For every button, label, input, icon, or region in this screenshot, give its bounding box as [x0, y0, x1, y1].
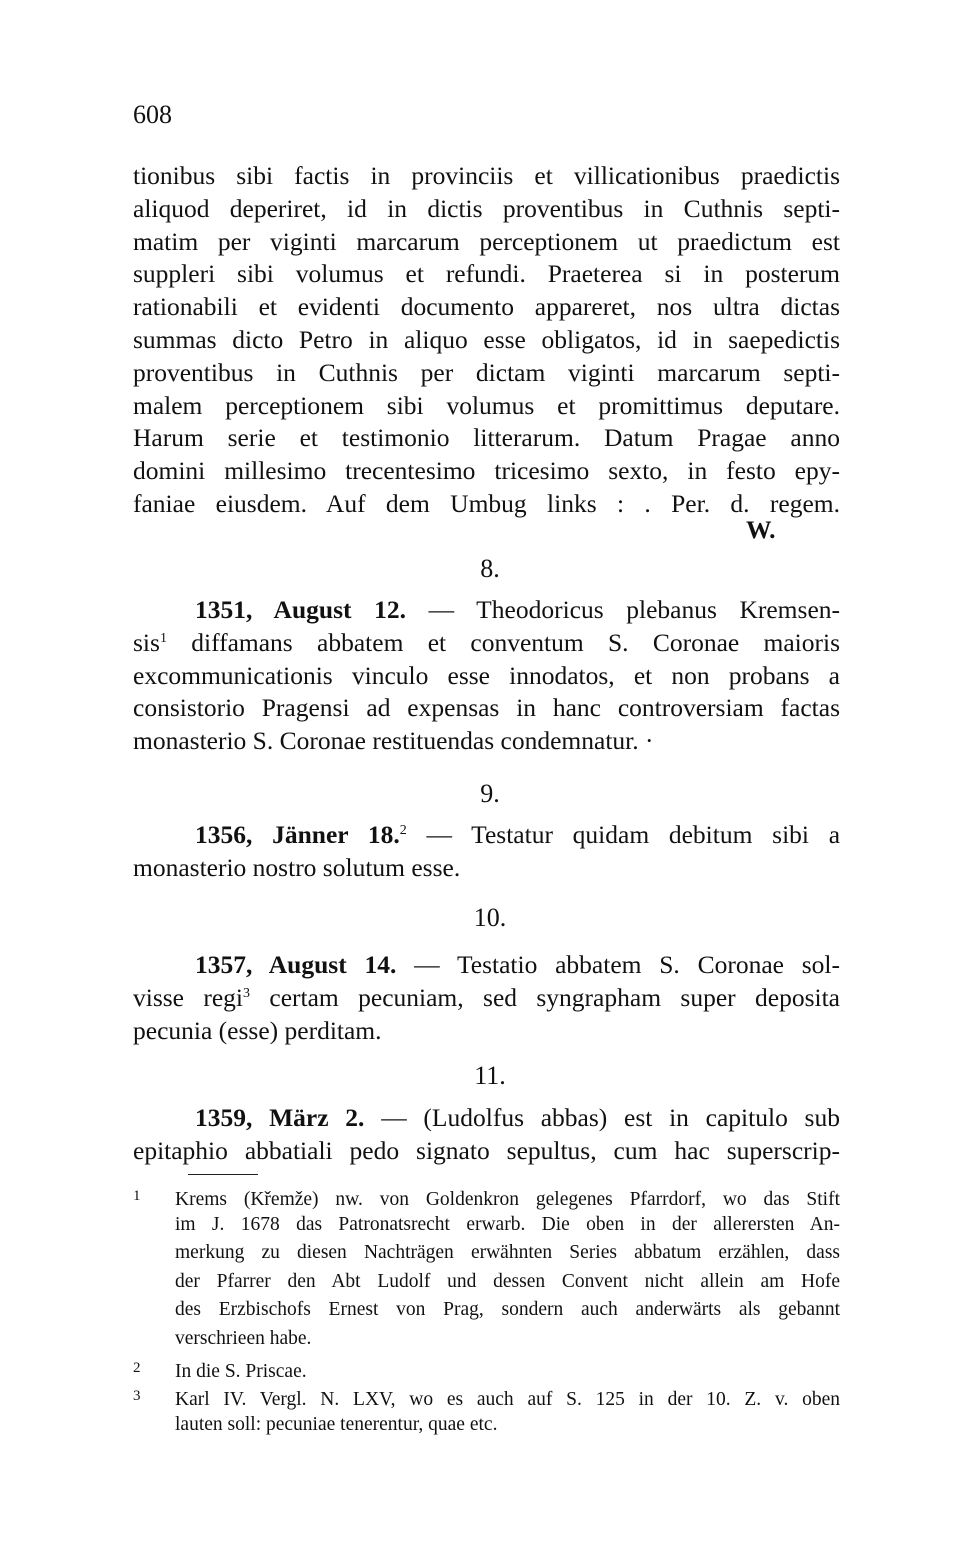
text-fragment: diffamans abbatem et conventum S. Coronae maioris [166, 627, 840, 657]
footnote-ref[interactable]: 2 [399, 823, 407, 838]
entry-date: 1357, August 14. [195, 950, 397, 979]
entry-date: 1359, März 2. [195, 1103, 365, 1132]
entry-number: 8. [480, 554, 500, 583]
entry-8 [133, 594, 840, 758]
entry-number: 10. [473, 903, 507, 932]
text-fragment: certam pecuniam, sed syngrapham super deposita [269, 982, 840, 1012]
text-line: summas dicto Petro in aliquo esse obligatos, id in saepedictis [133, 324, 840, 354]
footnote-ref[interactable]: 1 [159, 630, 167, 646]
text-line: suppleri sibi volumus et refundi. Praeterea si in posterum [133, 259, 840, 289]
text-line: tionibus sibi factis in provinciis et villicationibus praedictis [133, 161, 840, 190]
text-line: matim per viginti marcarum perceptionem ut praedictum est [133, 226, 840, 256]
text-line: Harum serie et testimonio litterarum. Datum Pragae anno [133, 423, 840, 453]
footnote-mark: 2 [133, 1359, 141, 1376]
entry-10 [133, 949, 840, 1047]
signature: W. [746, 515, 776, 544]
text-line: malem perceptionem sibi volumus et promittimus deputare. [133, 390, 840, 420]
entry-heading-line [133, 819, 840, 852]
text-line: excommunicationis vinculo esse innodatos, et non probans a [133, 660, 840, 690]
footnote-text: Karl IV. Vergl. N. LXV, wo es auch auf S. 125 in der 10. Z. v. oben [175, 1389, 840, 1411]
footnote-line: verschrieen habe. [175, 1327, 312, 1349]
text-line: monasterio nostro solutum esse. [133, 852, 461, 882]
footnote-line [133, 1354, 840, 1383]
text-line: monasterio S. Coronae restituendas condemnatur. · [133, 726, 654, 756]
text-line: domini millesimo trecentesimo tricesimo sexto, in festo epy- [133, 456, 840, 486]
text-line: consistorio Pragensi ad expensas in hanc controversiam factas [133, 693, 840, 723]
text-line: aliquod deperiret, id in dictis proventibus in Cuthnis septi- [133, 193, 840, 223]
text-line: faniae eiusdem. Auf dem Umbug links : . Per. d. regem. [133, 488, 840, 518]
text-line: epitaphio abbatiali pedo signato sepultus, cum hac superscrip- [133, 1135, 840, 1165]
footnote-mark: 3 [133, 1388, 141, 1405]
text-line: proventibus in Cuthnis per dictam viginti marcarum septi- [133, 357, 840, 387]
footnotes [133, 1182, 840, 1439]
footnote-line: im J. 1678 das Patronatsrecht erwarb. Die oben in der allerersten An- [175, 1213, 840, 1235]
text-fragment: sis [133, 627, 160, 657]
page-number: 608 [133, 100, 172, 129]
entry-heading-line [133, 949, 840, 982]
footnote-ref[interactable]: 3 [243, 985, 251, 1001]
text-line: — Testatio abbatem S. Coronae sol- [414, 950, 841, 979]
footnote-text: Krems (Křemže) nw. von Goldenkron gelegenes Pfarrdorf, wo das Stift [175, 1189, 840, 1210]
entry-date: 1356, Jänner 18. [195, 820, 400, 849]
text-line: — (Ludolfus abbas) est in capitulo sub [381, 1103, 840, 1132]
text-line-with-ref [133, 982, 840, 1015]
entry-heading-line [133, 594, 840, 627]
footnote-text: In die S. Priscae. [175, 1360, 307, 1382]
entry-heading-line [133, 1102, 840, 1135]
footnote-mark: 1 [133, 1188, 141, 1204]
footnote-line: lauten soll: pecuniae tenerentur, quae etc. [175, 1413, 498, 1435]
entry-11 [133, 1102, 840, 1168]
text-line: — Testatur quidam debitum sibi a [426, 820, 841, 849]
text-line [133, 627, 840, 660]
footnote-divider [188, 1174, 258, 1175]
intro-paragraph [133, 160, 840, 521]
entry-number: 11. [474, 1061, 506, 1090]
footnote-line [133, 1382, 840, 1411]
text-fragment: visse regi [133, 982, 244, 1012]
entry-number: 9. [480, 779, 500, 808]
footnote-line: der Pfarrer den Abt Ludolf und dessen Convent nicht allein am Hofe [175, 1270, 840, 1292]
entry-date: 1351, August 12. [195, 595, 406, 624]
entry-9 [133, 819, 840, 885]
footnote-line: merkung zu diesen Nachträgen erwähnten Series abbatum erzählen, dass [175, 1242, 840, 1264]
footnote-line [133, 1182, 840, 1211]
text-line: — Theodoricus plebanus Kremsen- [428, 595, 841, 624]
text-line: rationabili et evidenti documento appareret, nos ultra dictas [133, 292, 840, 322]
text-line: pecunia (esse) perditam. [133, 1015, 382, 1045]
footnote-line: des Erzbischofs Ernest von Prag, sondern auch anderwärts als gebannt [175, 1299, 840, 1321]
